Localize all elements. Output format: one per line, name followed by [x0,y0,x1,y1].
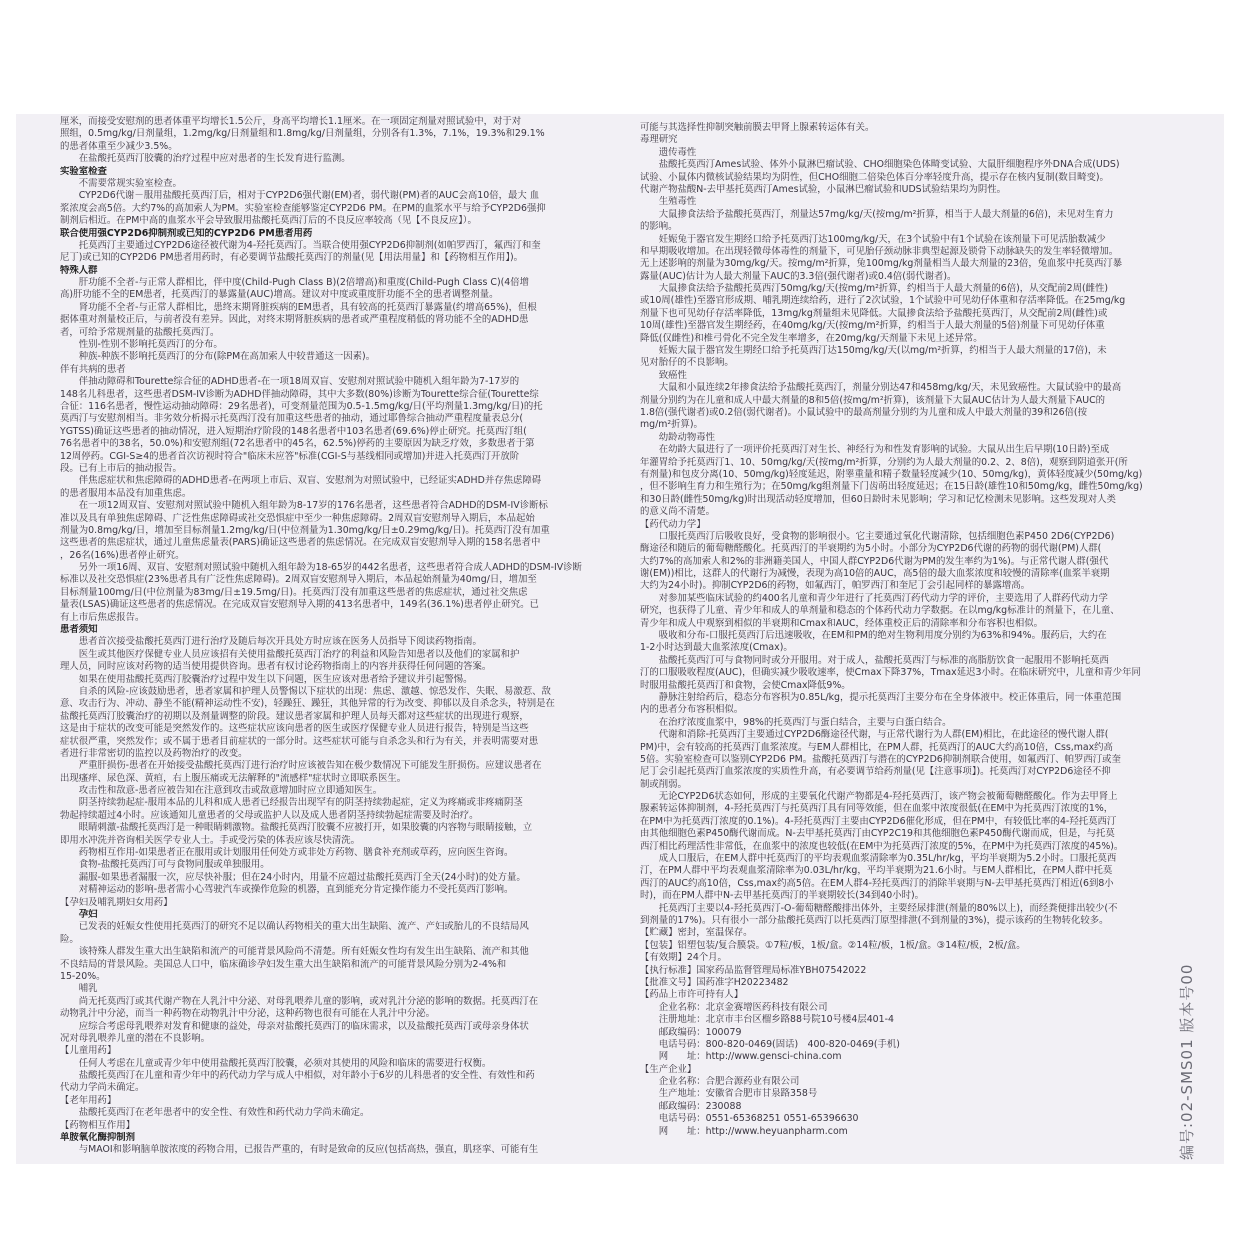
left-text-line: 盐酸托莫西汀胶囊治疗的初期以及剂量调整的阶段。建议患者家属和护理人员每天都对这些症状的出现进行观察， [60,710,529,722]
left-text-line: 理人员，同时应该对药物的适当使用提供咨询。患者有权讨论药物指南上的内容并获得任何问题的答案。 [60,661,492,673]
left-text-line: 【孕妇及哺乳期妇女用药】 [60,896,173,908]
left-text-line: 制剂后相近。在PM中高的血浆水平会导致服用盐酸托莫西汀后的不良反应率较高（见【不良反应】）。 [60,215,477,227]
left-text-line: 的患者体重至少减少3.5%。 [60,140,178,152]
left-text-line: 量表(LSAS)确证这些患者的焦虑情况。在完成双盲安慰剂导入期的413名患者中，149名(36.1%)患者停止研究。已 [60,599,539,611]
right-text-line: 研究，也获得了儿童、青少年和成人的单剂量和稳态的个体药代动力学数据。在以mg/kg标准计的剂量下，在儿童、 [640,605,1120,617]
right-text-line: 注册地址：北京市丰台区榴乡路88号院10号楼4层401-4 [640,1014,894,1026]
right-text-line: 有剂量)和包皮分离(10、50mg/kg)轻度延迟，附睾重量和精子数量轻度减少(10、50mg/kg)，黄体轻度减少(50mg/kg) [640,468,1143,480]
right-text-line: 邮政编码：100079 [640,1026,742,1038]
right-text-line: 代谢产物盐酸N-去甲基托莫西汀Ames试验，小鼠淋巴瘤试验和UDS试验结果均为阴性。 [640,183,1007,195]
left-text-line: 动物乳汁中分泌，而当一种药物在动物乳汁中分泌，这种药物也很有可能在人乳汁中分泌。 [60,1008,436,1020]
right-text-line: 妊娠兔于器官发生期经口给予托莫西汀达100mg/kg/天，在3个试验中有1个试验在该剂量下可见活胎数减少 [640,233,1106,245]
left-text-line: 76名患者中的38名，50.0%)和安慰剂组(72名患者中的45名，62.5%)停药的主要原因为缺乏疗效，多数患者于第 [60,438,535,450]
left-text-line: 12周停药。CGI-S≥4的患者首次访视时符合"临床未应答"标准(CGI-S与基线相同或增加)并进入托莫西汀开放阶 [60,450,520,462]
left-text-line: 这是由于症状的改变可能是突然发作的。这些症状应该向患者的医生或医疗保健专业人员进行报告，特别是当这些 [60,723,529,735]
left-text-line: 的患者服用本品没有加重焦虑。 [60,487,192,499]
left-text-line: 即用水冲洗并咨询相关医学专业人士。手或受污染的体表应该尽快清洗。 [60,834,361,846]
right-text-line: 【生产企业】 [640,1063,697,1075]
right-text-line: 电话号码：800-820-0469(固话) 400-820-0469(手机) [640,1038,900,1050]
right-text-line: 内的患者分布容积相似。 [640,704,744,716]
right-text-line: 邮政编码：230088 [640,1100,742,1112]
right-text-line: 毒理研究 [640,134,678,146]
right-text-line: 尼丁会引起托莫西汀血浆浓度的实质性升高，有必要调节给药剂量(见【注意事项】)。托莫西汀对CYP2D6途径不抑 [640,766,1111,778]
left-text-line: 浆浓度会高5倍。大约7%的高加索人为PM。实验室检查能够鉴定CYP2D6 PM。在PM的血浆水平与给予CYP2D6强抑 [60,202,546,214]
right-text-line: 【执行标准】国家药品监督管理局标准YBH07542022 [640,964,867,976]
right-text-line: 成人口服后，在EM人群中托莫西汀的平均表观血浆清除率为0.35L/hr/kg，平均半衰期为5.2小时。口服托莫西 [640,853,1117,865]
right-text-line: 的影响。 [640,221,678,233]
right-text-line: 在幼龄大鼠进行了一项评价托莫西汀对生长、神经行为和性发育影响的试验。大鼠从出生后早期(10日龄)至成 [640,444,1110,456]
right-text-line: mg/m²折算)。 [640,419,703,431]
left-text-line: 照组，0.5mg/kg/日剂量组，1.2mg/kg/日剂量组和1.8mg/kg/日剂量组，分别各有1.3%，7.1%，19.3%和29.1% [60,128,545,140]
left-text-line: 哺乳 [60,983,98,995]
left-text-line: 盐酸托莫西汀在老年患者中的安全性、有效性和药代动力学尚未确定。 [60,1107,370,1119]
right-text-line: PM)中，会有较高的托莫西汀血浆浓度。与EM人群相比，在PM人群，托莫西汀的AUC大约高10倍，Css,max约高 [640,741,1113,753]
right-text-line: 【贮藏】密封，室温保存。 [640,927,753,939]
left-text-line: 阴茎持续勃起症-服用本品的儿科和成人患者已经报告出现罕有的阴茎持续勃起症，定义为疼痛或非疼痛阴茎 [60,797,523,809]
left-text-line: 漏服-如果患者漏服一次，应尽快补服；但在24小时内，用量不应超过盐酸托莫西汀全天(24小时)的处方量。 [60,871,526,883]
right-text-line: 盐酸托莫西汀Ames试验、体外小鼠淋巴瘤试验、CHO细胞染色体畸变试验、大鼠肝细胞程序外DNA合成(UDS) [640,159,1120,171]
left-text-line: 联合使用强CYP2D6抑制剂或已知的CYP2D6 PM患者用药 [60,227,313,239]
left-text-line: 孕妇 [60,909,98,920]
right-text-line: 和30日龄(雌性50mg/kg)时出现活动轻度增加，但60日龄时未见影响；学习和记忆检测未见影响。这些发现对人类 [640,493,1116,505]
right-text-line: 西汀相比药理活性非常低，在血浆中的浓度也较低(在EM中为托莫西汀浓度的5%，在PM中为托莫西汀浓度的45%)。 [640,840,1124,852]
right-text-line: 汀，在PM人群中平均表观血浆清除率为0.03L/hr/kg，平均半衰期为21.6小时。与EM人群相比，在PM人群中托莫 [640,865,1113,877]
left-text-line: 已发表的妊娠女性使用托莫西汀的研究不足以确认药物相关的重大出生缺陷、流产、产妇或胎儿的不良结局风 [60,921,529,933]
right-text-line: 制或削弱。 [640,778,687,790]
left-text-line: 托莫西汀主要通过CYP2D6途径被代谢为4-羟托莫西汀。当联合使用强CYP2D6抑制剂(如帕罗西汀，氟西汀和奎 [60,239,541,251]
right-text-line: 静脉注射给药后，稳态分布容积为0.85L/kg，提示托莫西汀主要分布在全身体液中。校正体重后，同一体重范围 [640,691,1122,703]
left-text-line: 症状很严重，突然发作；或不属于患者目前症状的一部分时。这些症状可能与自杀念头和行为有关，并表明需要对患 [60,735,539,747]
left-text-line: 攻击性和敌意-患者应被告知在注意到攻击或敌意增加时应立即通知医生。 [60,785,383,797]
left-text-line: 代动力学尚未确定。 [60,1082,145,1094]
right-text-line: 5倍。实验室检查可以鉴别CYP2D6 PM。盐酸托莫西汀与潜在的CYP2D6抑制剂联合使用，如氟西汀、帕罗西汀或奎 [640,753,1121,765]
right-text-line: 电话号码：0551-65368251 0551-65396630 [640,1113,859,1125]
right-text-line: 网 址：http://www.heyuanpharm.com [640,1125,848,1137]
right-text-line: 对参加某些临床试验的约400名儿童和青少年进行了托莫西汀药代动力学的评价，主要选用了人群药代动力学 [640,592,1108,604]
left-text-line: 者，可给予常规剂量的盐酸托莫西汀。 [60,326,220,338]
left-text-line: 目标剂量100mg/日(中位剂量为83mg/日±19.5mg/日)。托莫西汀没有加重这些患者的焦虑症状，通过社交焦虑 [60,586,528,598]
left-text-line: 严重肝损伤-患者在开始接受盐酸托莫西汀进行治疗时应该被告知在极少数情况下可能发生肝损伤。应建议患者在 [60,760,542,772]
right-text-line: 的意义尚不清楚。 [640,506,716,518]
left-text-line: 在一项12周双盲、安慰剂对照试验中随机入组年龄为8-17岁的176名患者，这些患者符合ADHD的DSM-IV诊断标 [60,500,548,512]
left-text-line: 不良结局的背景风险。美国总人口中，临床确诊孕妇发生重大出生缺陷和流产的可能背景风险分别为2-4%和 [60,958,507,970]
left-text-line: 标准以及社交恐惧症(23%患者具有广泛性焦虑障碍)。2周双盲安慰剂导入期后，本品起始剂量为40mg/日，增加至 [60,574,537,586]
left-text-line: 尚无托莫西汀或其代谢产物在人乳汁中分泌、对母乳喂养儿童的影响，或对乳汁分泌的影响的数据。托莫西汀在 [60,995,539,1007]
left-text-line: 特殊人群 [60,264,98,276]
right-text-line: 生产地址：安徽省合肥市甘泉路358号 [640,1088,818,1100]
right-text-line: 妊娠大鼠于器官发生期经口给予托莫西汀达150mg/kg/天(以mg/m²折算，约相当于人最大剂量的17倍)，未 [640,345,1107,357]
right-text-line: 企业名称：合肥合源药业有限公司 [640,1076,800,1088]
left-text-line: 药物相互作用-如果患者正在服用或计划服用任何处方或非处方药物、膳食补充剂或草药，应向医生咨询。 [60,847,514,859]
left-text-line: 准以及具有单独焦虑障碍、广泛性焦虑障碍或社交恐惧症中至少一种焦虑障碍。2周双盲安慰剂导入期后，本品起始 [60,512,535,524]
left-text-line: 出现瘙痒、尿色深、黄疸，右上腹压痛或无法解释的"流感样"症状时立即联系医生。 [60,772,407,784]
left-text-line: YGTSS)确证这些患者的抽动情况，进入短期治疗阶段的148名患者中103名患者(69.6%)停止研究。托莫西汀组( [60,425,527,437]
left-text-line: 肝功能不全者-与正常人群相比，伴中度(Child-Pugh Class B)(2倍增高)和重度(Child-Pugh Class C)(4倍增 [60,277,529,289]
left-text-line: 段。已有上市后的抽动报告。 [60,462,182,474]
left-text-line: 高)肝功能不全的EM患者，托莫西汀的暴露量(AUC)增高。建议对中度或重度肝功能不全的患者调整剂量。 [60,289,499,301]
left-text-line: 患者首次接受盐酸托莫西汀进行治疗及随后每次开具处方时应该在医务人员指导下阅读药物指南。 [60,636,482,648]
right-text-line: 【批准文号】国药准字H20223482 [640,976,789,988]
right-text-line: 【药品上市许可持有人】 [640,989,744,1001]
left-text-line: 148名儿科患者，这些患者DSM-IV诊断为ADHD伴抽动障碍，其中大多数(80%)诊断为Tourette综合征(Tourette综 [60,388,539,400]
right-text-line: 1.8倍(强代谢者)或0.2倍(弱代谢者)。小鼠试验中的最高剂量分别约为儿童和成人中最大剂量的39和26倍(按 [640,406,1087,418]
left-text-line: 伴焦虑症状和焦虑障碍的ADHD患者-在两项上市后、双盲、安慰剂为对照试验中，已经证实ADHD并存焦虑障碍 [60,475,542,487]
right-text-line: 剂量下也可见幼仔存活率降低，13mg/kg剂量组未见降低。大鼠掺食法给予盐酸托莫西汀，从交配前2周(雌性)或 [640,307,1108,319]
right-text-line: 见对胎仔的不良影响。 [640,357,734,369]
left-text-line: 如果在使用盐酸托莫西汀胶囊治疗过程中发生以下问题，医生应该对患者给予建议并引起警惕。 [60,673,473,685]
left-text-line: 该特殊人群发生重大出生缺陷和流产的可能背景风险尚不清楚。所有妊娠女性均有发生出生缺陷、流产和其他 [60,946,529,958]
left-text-line: 伴抽动障碍和Tourette综合征的ADHD患者-在一项18周双盲、安慰剂对照试验中随机入组年龄为7-17岁的 [60,376,520,388]
right-text-line: 谢(EM))相比，这群人的代谢行为减慢，表现为高10倍的AUC，高5倍的最大血浆浓度和较慢的清除率(血浆半衰期 [640,568,1110,580]
left-text-line: 盐酸托莫西汀在儿童和青少年中的药代动力学与成人中相似，对年龄小于6岁的儿科患者的安全性、有效性和药 [60,1070,535,1082]
right-text-line: 大鼠掺食法给予盐酸托莫西汀50mg/kg/天(按mg/m²折算，约相当于人最大剂量的6倍)，从交配前2周(雌性) [640,283,1109,295]
right-text-line: 盐酸托莫西汀可与食物同时或分开服用。对于成人，盐酸托莫西汀与标准的高脂肪饮食一起服用不影响托莫西 [640,654,1109,666]
right-text-line: 【包装】铝塑包装/复合膜袋。①7粒/板，1板/盒。②14粒/板，1板/盒。③14粒/板，2板/盒。 [640,939,1026,951]
left-text-line: 剂量为0.8mg/kg/日，增加至目标剂量1.2mg/kg/日(中位剂量为1.30mg/kg/日±0.29mg/kg/日)。托莫西汀没有加重 [60,524,550,536]
right-text-column [640,122,1200,1138]
right-text-line: 汀的口服吸收程度(AUC)，但确实减少吸收速率，使Cmax下降37%，Tmax延迟3小时。在临床研究中，儿童和青少年同 [640,667,1141,679]
left-text-line: 伴有共病的患者 [60,363,126,375]
right-text-line: 到剂量的17%)。只有很小一部分盐酸托莫西汀以托莫西汀原型排泄(不到剂量的3%)，提示该药的生物转化较多。 [640,915,1109,926]
left-text-line: 有上市后焦虑报告。 [60,611,145,623]
left-text-line: 性别-性别不影响托莫西汀的分布。 [60,339,223,351]
left-text-line: 据体重对剂量校正后，与前者没有差异。因此，对终末期肾脏疾病的患者或严重程度稍低的肾功能不全的ADHD患 [60,314,529,326]
right-text-line: 大约7%的高加索人和2%的非洲籍美国人，中国人群CYP2D6代谢为PM的发生率约为1%)。与正常代谢人群(强代 [640,555,1109,567]
right-text-line: 【药代动力学】 [640,518,706,530]
left-text-line: 医生或其他医疗保健专业人员应该招有关使用盐酸托莫西汀治疗的利益和风险告知患者以及他们的家属和护 [60,648,520,660]
right-text-line: 吸收和分布-口服托莫西汀后迅速吸收，在EM和PM的绝对生物利用度分别约为63%和94%。服药后，大约在 [640,630,1107,642]
right-text-line: 腺素转运体抑制剂，4-羟托莫西汀与托莫西汀具有同等效能，但在血浆中浓度很低(在EM中为托莫西汀浓度的1%， [640,803,1114,815]
left-text-line: 单胺氧化酶抑制剂 [60,1132,136,1144]
left-text-line: 应综合考虑母乳喂养对发育和健康的益处，母亲对盐酸托莫西汀的临床需求，以及盐酸托莫西汀或母亲身体状 [60,1020,529,1032]
left-text-column [60,116,620,1157]
document-code-label: 编号:02-SMS01 版本号00 [1178,963,1196,1160]
left-text-line: 【药物相互作用】 [60,1119,136,1131]
left-text-line: ，26名(16%)患者停止研究。 [60,549,185,561]
right-text-line: 或10周(雄性)至器官形成期、哺乳期连续给药，进行了2次试验，1个试验中可见幼仔体重和存活率降低。在25mg/kg [640,295,1126,307]
right-text-line: 时)，而在PM人群中N-去甲基托莫西汀的半衰期较长(34到40小时)。 [640,890,924,902]
right-text-line: 剂量分别约为在儿童和成人中最大剂量的8和5倍(按mg/m²折算)，该剂量下大鼠AUC估计为人最大剂量下AUC的 [640,394,1106,406]
left-text-line: CYP2D6代谢－服用盐酸托莫西汀后，相对于CYP2D6强代谢(EM)者，弱代谢(PM)者的AUC会高10倍，最大 血 [60,190,540,202]
right-text-line: 口服托莫西汀后吸收良好，受食物的影响很小。它主要通过氧化代谢清除，包括细胞色素P450 2D6(CYP2D6) [640,530,1115,542]
right-text-line: 大鼠掺食法给予盐酸托莫西汀，剂量达57mg/kg/天(按mg/m²折算，相当于人最大剂量的6倍)，未见对生育力 [640,208,1114,220]
left-text-line: 实验室检查 [60,165,107,177]
left-text-line: 【儿童用药】 [60,1045,117,1057]
right-text-line: 和早期吸收增加。在出现轻微母体毒性的剂量下，可见胎仔颈动脉非典型起源及锁骨下动脉缺失的发生率轻微增加。 [640,245,1119,257]
left-text-line: 食物-盐酸托莫西汀可与食物同服或单独服用。 [60,859,270,871]
right-text-line: 青少年和成人中观察到相似的半衰期和Cmax和AUC，经体重校正后的清除率和分布容积也相似。 [640,617,1044,629]
left-text-line: 对精神运动的影响-患者需小心驾驶汽车或操作危险的机器，直到能充分肯定操作能力不受托莫西汀影响。 [60,884,514,896]
right-text-line: 大约为24小时)。抑制CYP2D6的药物，如氟西汀，帕罗西汀和奎尼丁会引起同样的暴露增高。 [640,580,1030,592]
right-text-line: 10周(雄性)至器官发生期经药，在40mg/kg/天(按mg/m²折算，约相当于人最大剂量的5倍)剂量下可见幼仔体重 [640,320,1105,332]
right-text-line: 降低(仅雌性)和椎弓骨化不完全发生率增多，在20mg/kg/天剂量下未见上述异常。 [640,332,983,344]
left-text-line: 这些患者的焦虑症状，通过儿童焦虑量表(PARS)确证这些患者的焦虑情况。在完成双盲安慰剂导入期的158名患者中 [60,537,541,549]
left-text-line: 另外一项16周、双盲、安慰剂对照试验中随机入组年龄为18-65岁的442名患者，这些患者符合成人ADHD的DSM-IV诊断 [60,562,582,574]
right-text-line: 企业名称：北京金赛增医药科技有限公司 [640,1001,828,1013]
right-text-line: 在治疗浓度血浆中，98%的托莫西汀与蛋白结合，主要与白蛋白结合。 [640,716,952,728]
left-text-line: 【老年用药】 [60,1094,117,1106]
right-text-line: 无上述影响的剂量为30mg/kg/天。按mg/m²折算，兔100mg/kg剂量相当人最大剂量的23倍，兔血浆中托莫西汀暴 [640,258,1123,270]
right-text-line: 遗传毒性 [640,146,697,158]
left-text-line: 肾功能不全者-与正常人群相比，患终末期肾脏疾病的EM患者，具有较高的托莫西汀暴露量(约增高65%)，但根 [60,301,537,313]
left-text-line: 任何人考虑在儿童或青少年中使用盐酸托莫西汀胶囊，必须对其使用的风险和临床的需要进行权衡。 [60,1057,492,1069]
left-text-line: 与MAOI和影响脑单胺浓度的药物合用，已报告严重的，有时是致命的反应(包括高热，强直，肌痉挛、可能有生 [60,1144,539,1156]
left-text-line: 种族-种族不影响托莫西汀的分布(除PM在高加索人中较普通这一因素)。 [60,351,376,363]
leaflet-sheet [16,114,1224,1164]
left-text-line: 者进行非常密切的监控以及药物治疗的改变。 [60,747,248,759]
right-text-line: 托莫西汀主要以4-羟托莫西汀-O-葡萄糖醛酸排出体外，主要经尿排泄(剂量的80%以上)，而经粪便排出较少(不 [640,902,1118,914]
left-text-line: 尼丁)或已知的CYP2D6 PM患者用药时，有必要调节盐酸托莫西汀的剂量(见【用法用量】和【药物相互作用】)。 [60,252,524,264]
right-text-line: 可能与其选择性抑制突触前膜去甲肾上腺素转运体有关。 [640,122,875,133]
left-text-line: 15-20%。 [60,970,106,982]
right-text-line: 幼龄动物毒性 [640,431,716,443]
left-text-line: 在盐酸托莫西汀胶囊的治疗过程中应对患者的生长发育进行监测。 [60,153,351,165]
left-text-line: 莫西汀与安慰剂相当。非劣效分析揭示托莫西汀没有加重这些患者的抽动，通过耶鲁综合抽动严重程度量表总分( [60,413,524,425]
left-text-line: 合征：116名患者，慢性运动抽动障碍：29名患者)，可变剂量范围为0.5-1.5mg/kg/日(平均剂量1.3mg/kg/日)的托 [60,400,543,412]
right-text-line: 年灌胃给予托莫西汀1、10、50mg/kg/天(按mg/m²折算，分别约为人最大剂量的0.2、2、8倍)，观察到阴道张开(所 [640,456,1128,468]
left-text-line: 勃起持续超过4小时。应该通知儿童患者的父母或监护人以及成人患者阴茎持续勃起症需要及时治疗。 [60,809,479,821]
left-text-line: 自杀的风险-应该鼓励患者，患者家属和护理人员警惕以下症状的出现：焦虑、激越、惊恐发作、失眠、易激惹、敌 [60,685,551,697]
right-text-line: 在PM中为托莫西汀浓度的0.1%)。4-羟托莫西汀主要由CYP2D6催化形成，但在PM中，有较低比率的4-羟托莫西汀 [640,815,1117,827]
left-text-line: 况对母乳喂养儿童的潜在不良影响。 [60,1032,211,1044]
right-text-line: 生殖毒性 [640,196,697,208]
right-text-line: 致癌性 [640,369,687,381]
right-text-line: 【有效期】24个月。 [640,952,727,964]
right-text-line: 大鼠和小鼠连续2年掺食法给予盐酸托莫西汀，剂量分别达47和458mg/kg/天，未见致癌性。大鼠试验中的最高 [640,382,1122,394]
right-text-line: 时服用盐酸托莫西汀和食物，会使Cmax降低9%。 [640,679,851,691]
left-text-line: 厘米，而接受安慰剂的患者体重平均增长1.5公斤，身高平均增长1.1厘米。在一项固定剂量对照试验中，对于对 [60,116,522,127]
right-text-line: 1-2小时达到最大血浆浓度(Cmax)。 [640,642,793,654]
right-text-line: 露量(AUC)估计为人最大剂量下AUC的3.3倍(强代谢者)或0.4倍(弱代谢者)。 [640,270,957,282]
left-text-line: 意、攻击行为、冲动、静坐不能(精神运动性不安)，轻躁狂、躁狂，其他异常的行为改变、抑郁以及自杀念头，特别是在 [60,698,555,710]
right-text-line: 无论CYP2D6状态如何，形成的主要氧化代谢产物都是4-羟托莫西汀，该产物会被葡萄糖醛酸化。作为去甲肾上 [640,791,1118,803]
right-text-line: 由其他细胞色素P450酶代谢而成。N-去甲基托莫西汀由CYP2C19和其他细胞色素P450酶代谢而成，但是，与托莫 [640,828,1115,840]
left-text-line: 眼睛刺激-盐酸托莫西汀是一种眼睛刺激物。盐酸托莫西汀胶囊不应被打开，如果胶囊的内容物与眼睛接触，立 [60,822,533,834]
right-text-line: 代谢和消除-托莫西汀主要通过CYP2D6酶途径代谢，与正常代谢行为人群(EM)相比，在此途径的慢代谢人群( [640,729,1109,741]
right-text-line: 试验、小鼠体内微核试验结果均为阴性，但CHO细胞二倍染色体百分率轻度升高，提示存在核内复制(数目畸变)。 [640,171,1109,183]
right-text-line: 西汀的AUC约高10倍，Css,max约高5倍。在EM人群4-羟托莫西汀的消除半衰期与N-去甲基托莫西汀相近(6到8小 [640,877,1114,889]
right-text-line: 酶途径和随后的葡萄糖醛酸化。托莫西汀的半衰期约为5小时。小部分为CYP2D6代谢的药物的弱代谢(PM)人群( [640,543,1102,555]
right-text-line: 网 址：http://www.gensci-china.com [640,1051,842,1063]
right-text-line: ，但不影响生育力和生殖行为；在50mg/kg组剂量下门齿萌出轻度延迟；在15日龄(雄性10和50mg/kg，雌性50mg/kg) [640,481,1143,493]
left-text-line: 险。 [60,933,79,945]
left-text-line: 患者须知 [60,624,98,636]
side-code-strip [1172,860,1202,1160]
left-text-line: 不需要常规实验室检查。 [60,177,182,189]
